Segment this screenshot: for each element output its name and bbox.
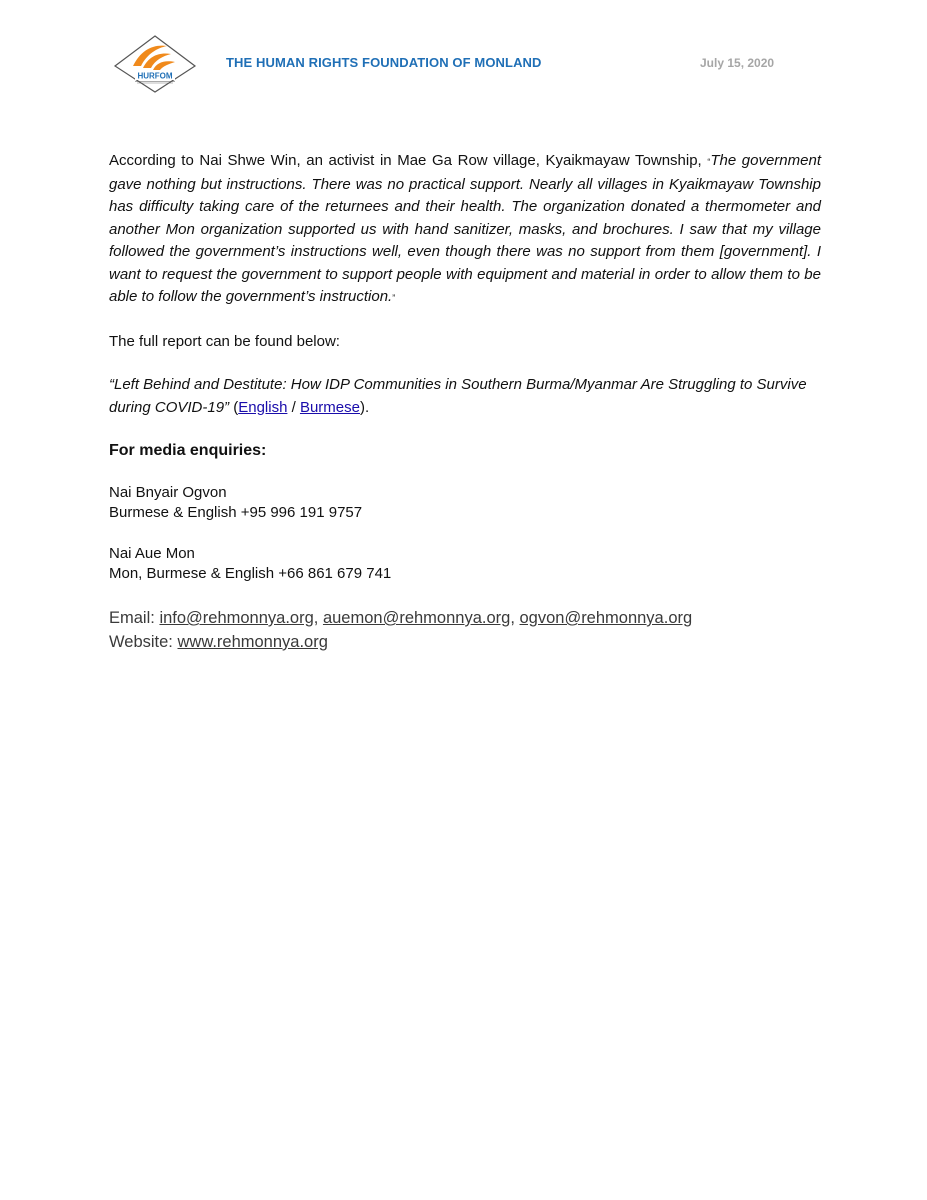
open-quote-mark: “: [707, 157, 711, 167]
quote-intro: According to Nai Shwe Win, an activist in Mae Ga Row village, Kyaikmayaw Township,: [109, 152, 708, 169]
contact-detail: Burmese & English +95 996 191 9757: [109, 504, 363, 521]
burmese-report-link[interactable]: Burmese: [299, 398, 360, 416]
report-reference: [109, 374, 821, 419]
close-quote-mark: ”: [392, 293, 396, 303]
email-label: Email:: [109, 609, 160, 627]
logo-text: HURFOM: [137, 71, 173, 81]
document-date: July 15, 2020: [700, 56, 775, 70]
org-name: THE HUMAN RIGHTS FOUNDATION OF MONLAND: [226, 55, 542, 70]
email-line: [109, 606, 821, 630]
report-title: “Left Behind and Destitute: How IDP Communities in Southern Burma/Myanmar Are Struggling to Survive during COVID-19”: [109, 376, 807, 416]
quote-text: The government gave nothing but instructions. There was no practical support. Nearly all villages in Kyaikmayaw Township has difficulty taking care of the returnees and their health. The organization donated a thermometer and another Mon organization supported us with hand sanitizer, masks, and brochures. I saw that my village followed the government’s instructions well, even though there was no support from them [government]. I want to request the government to support people with equipment and material in order to allow them to be able to follow the government’s instruction.: [109, 152, 821, 305]
media-enquiries-heading: For media enquiries:: [109, 442, 267, 459]
link-separator: /: [287, 398, 300, 416]
email-link-auemon[interactable]: auemon@rehmonnya.org: [322, 609, 511, 627]
contact-name: Nai Bnyair Ogvon: [109, 484, 227, 501]
email-link-ogvon[interactable]: ogvon@rehmonnya.org: [519, 609, 693, 627]
email-separator: ,: [510, 609, 520, 627]
contact-links: [109, 606, 821, 654]
contact-name: Nai Aue Mon: [109, 545, 195, 562]
contact-block: [109, 544, 821, 584]
document-body: [109, 150, 821, 654]
email-separator: ,: [313, 609, 323, 627]
report-intro: The full report can be found below:: [109, 332, 340, 350]
website-label: Website:: [109, 633, 178, 651]
document-header: [0, 30, 927, 100]
website-line: [109, 630, 821, 654]
contact-block: [109, 483, 821, 523]
open-paren: (: [229, 398, 239, 416]
email-link-info[interactable]: info@rehmonnya.org: [159, 609, 314, 627]
hurfom-logo: [113, 34, 197, 94]
contact-detail: Mon, Burmese & English +66 861 679 741: [109, 565, 392, 582]
close-paren: ).: [359, 398, 370, 416]
quote-paragraph: [109, 150, 821, 310]
website-link[interactable]: www.rehmonnya.org: [177, 633, 328, 651]
english-report-link[interactable]: English: [238, 398, 288, 416]
